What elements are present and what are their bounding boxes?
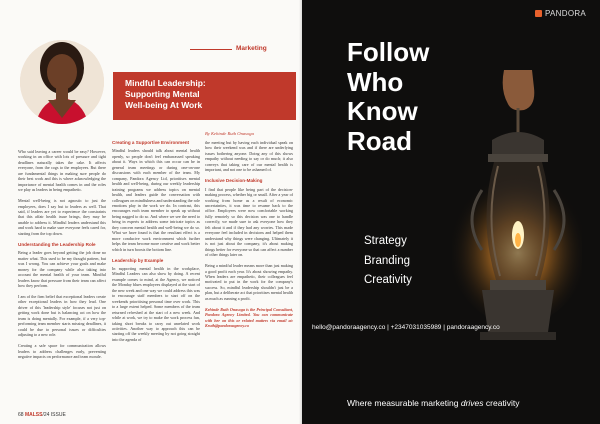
headline-line: Know [347,96,418,126]
title-line: Supporting Mental [125,89,200,99]
kicker-rule [190,49,232,50]
services-list [364,232,412,291]
title-line: Mindful Leadership: [125,78,206,88]
ad-tagline [347,398,519,408]
issue-label: /24 ISSUE [42,412,66,418]
contact-line: hello@pandoraagency.co | +2347031035989 | pandoraagency.co [312,324,500,331]
article-column-2 [112,140,200,348]
paragraph: the meeting but by having each individual speak on how their weekend was and if there are underlying issues bothering anyone. Doing any of this shows empathy without needing to say or do much; it also conveys that taking care of our mental health is important, and not one to be ashamed of. [205,140,293,173]
paragraph: Being a mindful leader means more than just making a good profit each year. It's about showing empathy. When leaders are empathetic, their colleagues feel motivated to put in the work for the company's success. So, mindful leadership shouldn't just be a plan, but a deliberate act that prioritises mental health as much as running a profit. [205,263,293,301]
ad-headline [347,38,429,156]
article-column-3 [205,140,293,334]
tagline-text: creativity [483,398,520,408]
subheading: Creating a Supportive Environment [112,140,190,145]
section-kicker: Marketing [236,45,267,52]
tagline-emphasis: drives [460,398,484,408]
paragraph: Mindful leaders should talk about mental health openly, so people don't feel embarrassed speaking about it. Ways in which this can occur can be in general team meetings or during one-on-one discussions with each member of the team. My company, Pandora Agency Ltd, prioritises mental health and well-being, during our weekly leadership training programs we address topics on mental health, and leaders guide the conversation with colleagues on mindfulness and understanding the role emotions play in the work we do. In contrast, this encourages each team member to speak up without being nagged to do so. And where we see the need to bring in experts to address some intricate topics as they concern mental health and well-being we do so. What we have found is that the resultant effect is a more conducive work environment which further helps the team become more creative and work better which in turn boosts the bottom line. [112,148,200,252]
headline-line: Who [347,66,404,97]
pandora-logo [535,9,586,18]
subheading: Leadership by Example [112,257,164,263]
article-title [113,72,296,120]
paragraph: I am of the firm belief that exceptional leaders create other exceptional leaders in how they lead. One driver of this 'leadership style' focuses not just on getting work done but is balancing act on how the team is doing mentally. For example, if a very top-performing team member starts missing deadlines, it could be due to personal issues or difficulties adjusting to a new role. [18,293,106,338]
author-portrait [18,22,106,142]
headline-line: Road [347,125,412,156]
logo-text: PANDORA [545,9,587,18]
page-number: 68 [18,412,24,418]
article-column-1 [18,149,106,365]
byline: By Kehinde Ruth Onasoga [205,131,254,136]
paragraph: Being a leader goes beyond getting the job done no matter what. This used to be my thought pattern, but was I wrong. You can achieve your goals and make money for the company while also taking into account the mental health of your team. Mindful leaders know that pressure from their team can affect how they perform. [18,250,106,288]
paragraph: Who said leaving a career would be easy? However, working in an office with lots of pressure and tight deadlines naturally takes the cake. It affects everyone, from the cogs to the employees. But there are fundamental things in making sure people do their best work and this is where acknowledging the importance of mental health comes in and the roles we play as leaders in being empathetic. [18,149,106,193]
paragraph: I find that people like being part of the decision-making process, whether big or small. After a year of working from home as a result of economic uncertainties, it was time to resume back to the office. Employees were now comfortable working fully remotely so this decision was one to handle correctly, we made sure to ask everyone how they felt about it and if they had any worries. This made everyone feel included in decisions and helped them understand why things were changing. Ultimately it is not just about the company, it's about making things better for everyone so that can affect a number of other things later on. [205,186,293,258]
headline-line: Follow [347,37,430,67]
service-item: Creativity [364,274,412,286]
tagline-text: Where measurable marketing [347,398,461,408]
paragraph: Creating a safe space for communication allows leaders to address challenges early, preventing negative impacts on performance and team morale. [18,343,106,359]
lantern-illustration [452,70,582,360]
logo-mark [535,10,542,17]
paragraph: Mental well-being is not agnostic to just the employees, does I say but to leaders as well. That said, if leaders are yet to experience the constraints that this affair health issue brings, they may be unable to address it. Mindful leaders understand this and work hard to make sure everyone feels cared for, starting from the top down. [18,198,106,236]
title-line: Well-being At Work [125,100,203,110]
subheading: Understanding the Leadership Role [18,241,96,247]
paragraph: In supporting mental health in the workplace, Mindful Leaders can also show by doing. A recent example comes to mind, at the Agency, we noticed the Monday blues employees displayed at the start of the new week and one way we could address this was to encourage staff members to start off on the weekends prioritising personal time over work. This to a large extent helped. Some members of the team returned refreshed at the start of a new week. And while at work, we try to make the work process fun, taking short breaks to carry out unrelated work activities. Another way to approach this can be starting off the weekly meeting by not going straight into the agenda of [112,266,200,342]
service-item: Branding [364,254,411,267]
service-item: Strategy [364,235,407,247]
advert-page [302,0,600,424]
author-note: Kehinde Ruth Onasoga is the Principal Consultant, Pandora Agency Limited. You can communicate with her on this or related matters via email at: Kruth@pandoraagency.co [205,306,293,329]
subheading: Inclusive Decision-Making [205,178,263,184]
magazine-name: MALSS [24,412,43,418]
page-folio [18,412,66,418]
